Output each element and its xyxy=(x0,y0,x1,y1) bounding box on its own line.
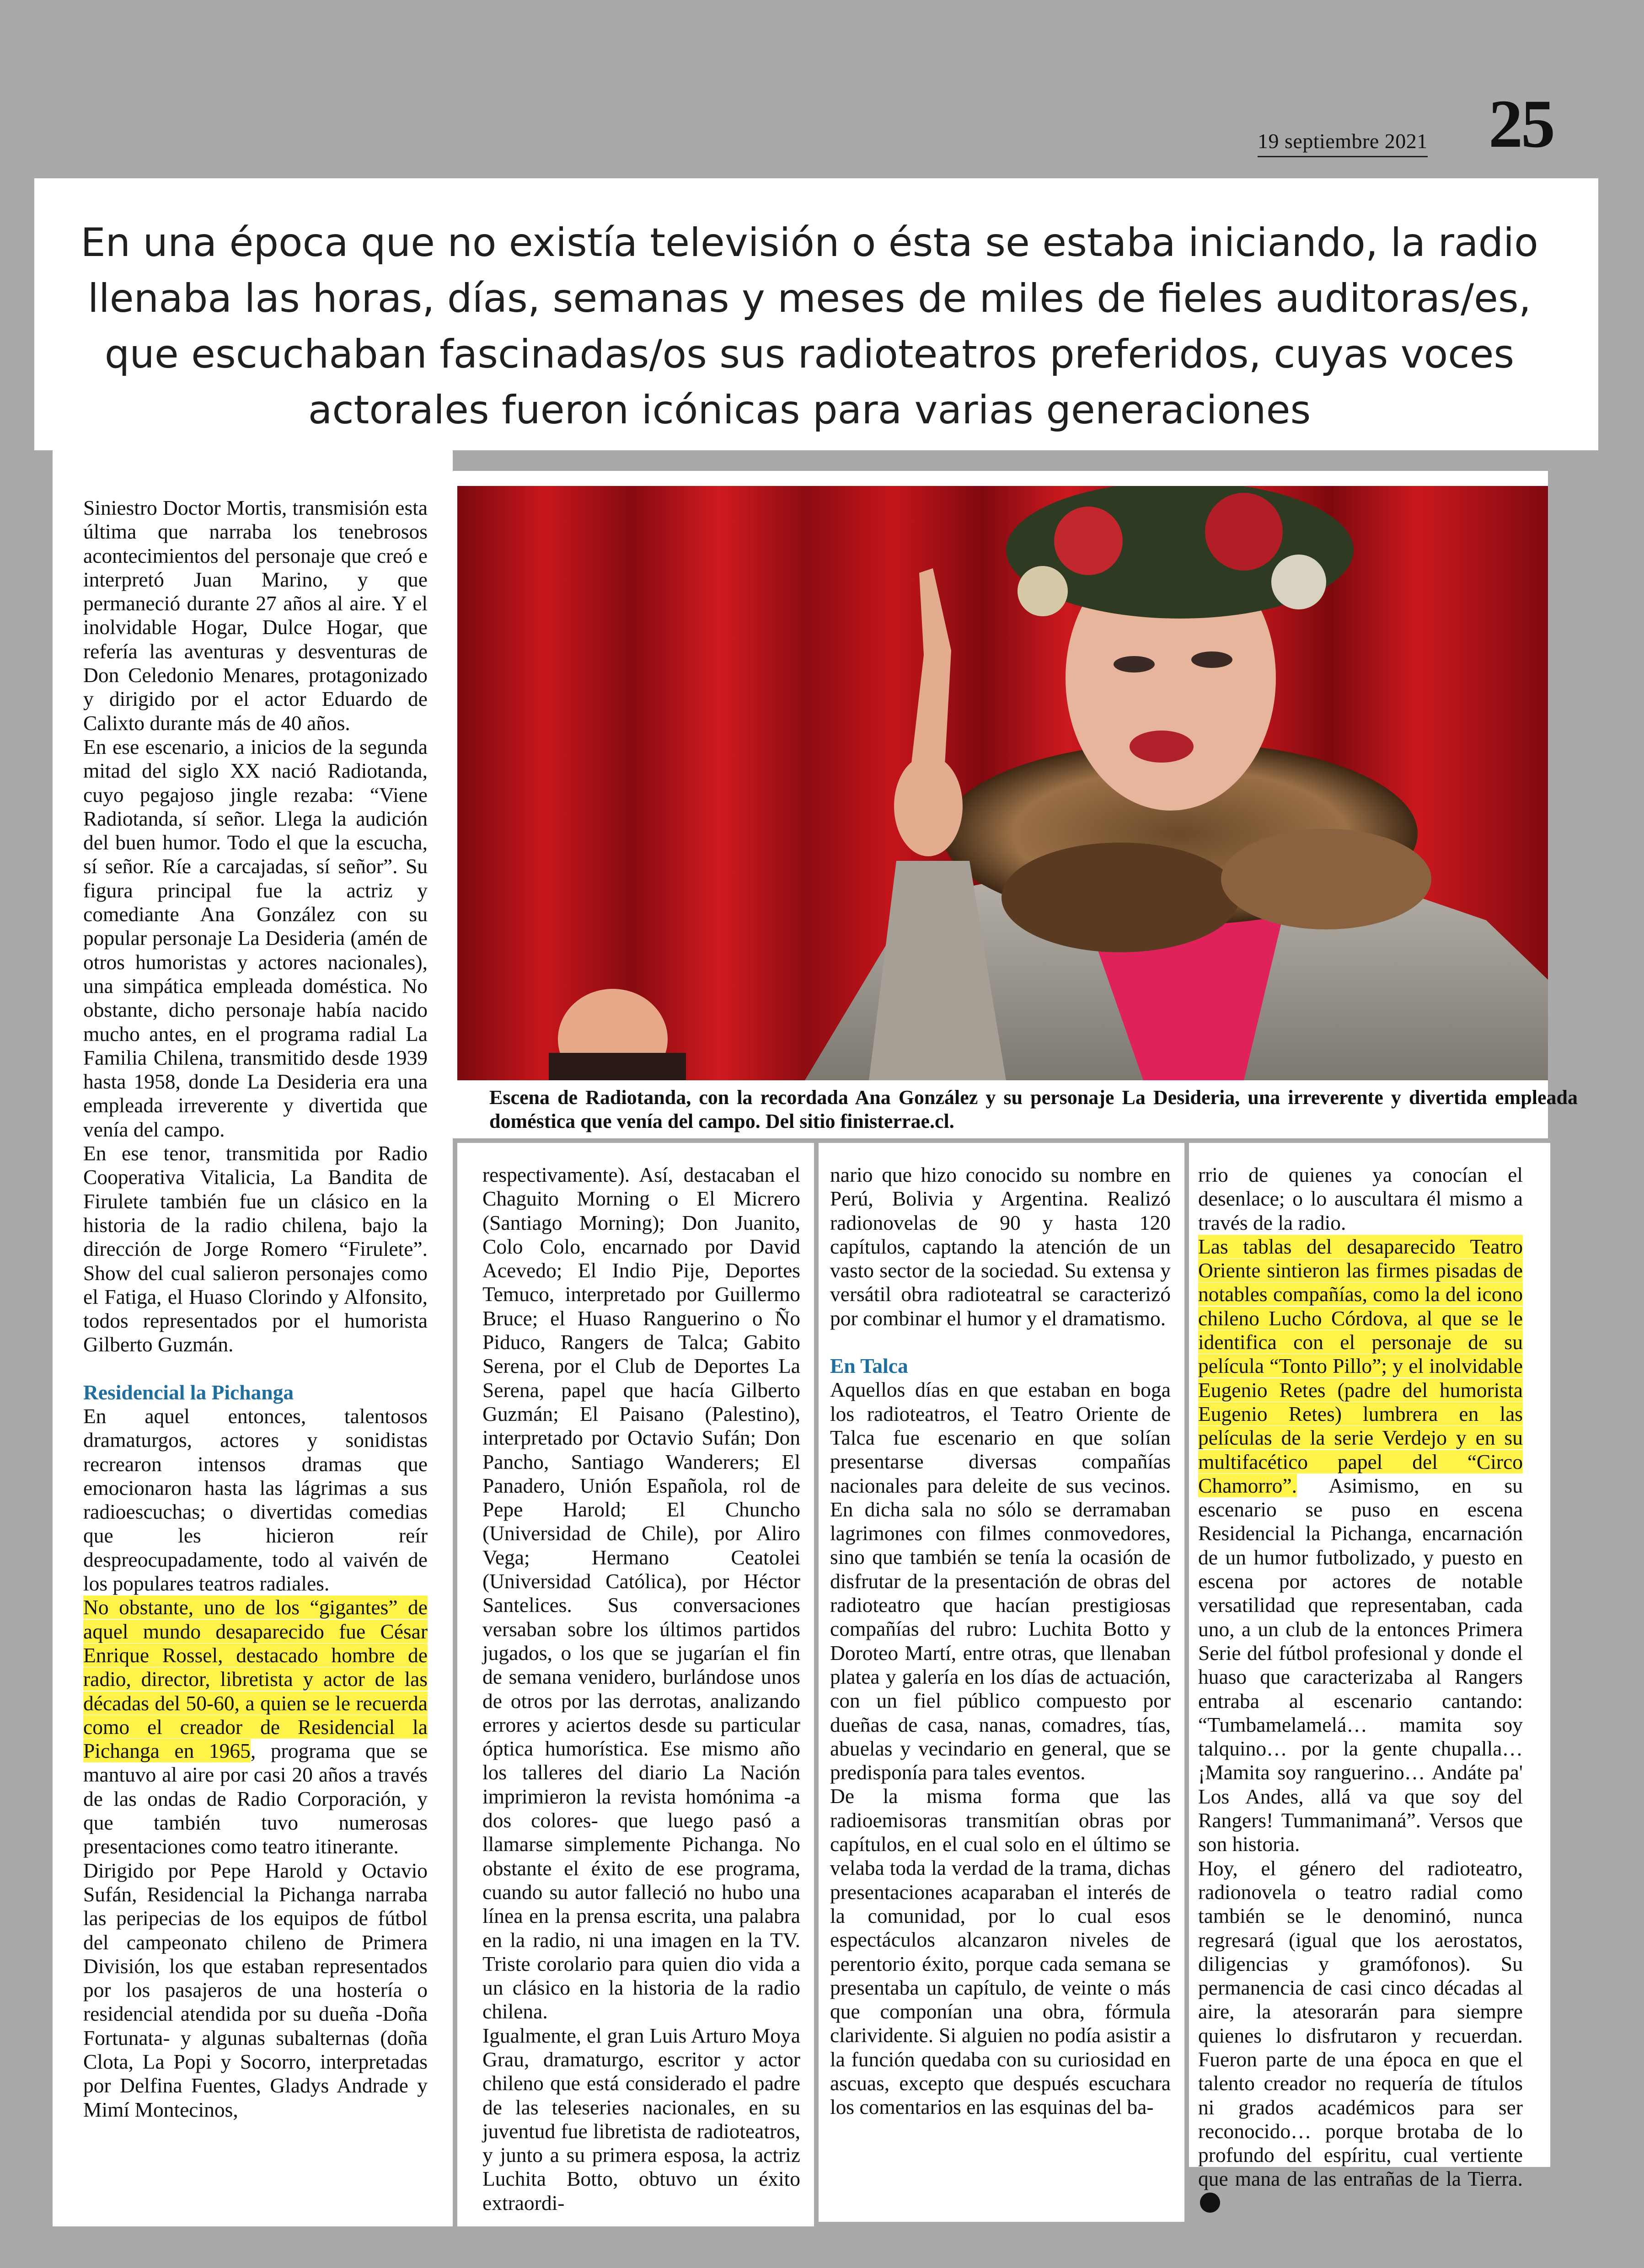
end-mark-icon xyxy=(1200,2193,1220,2213)
paragraph-text: , programa que se mantuvo al aire por casi 20 años a través de las ondas de Radio Corporación, y que también tuvo numerosas presentaciones como teatro itinerante. xyxy=(83,1739,428,1858)
paragraph-text: Hoy, el género del radioteatro, radionovela o teatro radial como también se le denominó, nunca regresará (igual que los aerostatos, diligencias y gramófonos). Su permanencia de casi cinco décadas al aire, la atesorarán para siempre quienes lo disfrutaron y recuerdan. Fueron parte de una época en que el talento creador no requería de títulos ni grados académicos para ser reconocido… porque brotaba de lo profundo del espíritu, cual vertiente que mana de las entrañas de la Tierra. xyxy=(1198,1856,1523,2191)
paragraph xyxy=(1198,1857,1523,2215)
paragraph: Dirigido por Pepe Harold y Octavio Sufán, Residencial la Pichanga narraba las peripecias de los equipos de fútbol del campeonato chileno de Primera División, los que estaban representados por los pasajeros de una hostería o residencial atendida por su dueña -Doña Fortunata- y algunas subalternas (doña Clota, La Popi y Socorro, interpretadas por Delfina Fuentes, Gladys Andrade y Mimí Montecinos, xyxy=(83,1858,428,2121)
paragraph: rrio de quienes ya conocían el desenlace; o lo auscultara él mismo a través de la radio. xyxy=(1198,1163,1523,1234)
photo-caption: Escena de Radiotanda, con la recordada Ana González y su personaje La Desideria, una irreverente y divertida empleada doméstica que venía del campo. Del sitio finisterrae.cl. xyxy=(489,1086,1578,1132)
subheading: Residencial la Pichanga xyxy=(83,1380,294,1404)
paragraph: En ese escenario, a inicios de la segunda mitad del siglo XX nació Radiotanda, cuyo pegajoso jingle rezaba: “Viene Radiotanda, sí señor. Llega la audición del buen humor. Todo el que la escucha, sí señor. Ríe a carcajadas, sí señor”. Su figura principal fue la actriz y comediante Ana González con su popular personaje La Desideria (amén de otros humoristas y actores nacionales), una simpática empleada doméstica. No obstante, dicho personaje había nacido mucho antes, en el programa radial La Familia Chilena, transmitido desde 1939 hasta 1958, donde La Desideria era una empleada irreverente y divertida que venía del campo. xyxy=(83,735,428,1141)
column-1 xyxy=(53,450,453,2226)
subheading: En Talca xyxy=(830,1354,908,1378)
paragraph: nario que hizo conocido su nombre en Perú, Bolivia y Argentina. Realizó radionovelas de 90 y hasta 120 capítulos, captando la atención de un vasto sector de la sociedad. Su extensa y versátil obra radioteatral se caracterizó por combinar el humor y el dramatismo. xyxy=(830,1163,1171,1330)
photo-illustration xyxy=(457,486,1548,1080)
column-2 xyxy=(457,1143,814,2226)
paragraph: respectivamente). Así, destacaban el Chaguito Morning o El Micrero (Santiago Morning); Don Juanito, Colo Colo, encarnado por David Acevedo; El Indio Pije, Deportes Temuco, interpretado por Guillermo Bruce; el Huaso Ranguerino o Ño Piduco, Rangers de Talca; Gabito Serena, por el Club de Deportes La Serena, papel que hacía Gilberto Guzmán; El Paisano (Palestino), interpretado por Octavio Sufán; Don Pancho, Santiago Wanderers; El Panadero, Unión Española, rol de Pepe Harold; El Chuncho (Universidad de Chile), por Aliro Vega; Hermano Ceatolei (Universidad Católica), por Héctor Santelices. Sus conversaciones versaban sobre los últimos partidos jugados, o los que se jugarían el fin de semana venidero, burlándose unos de otros por las derrotas, analizando errores y aciertos desde su particular óptica humorística. Ese mismo año los talleres del diario La Nación imprimieron la revista homónima -a dos colores- que luego pasó a llamarse simplemente Pichanga. No obstante el éxito de ese programa, cuando su autor falleció no hubo una línea en la prensa escrita, una palabra en la radio, ni una imagen en la TV. Triste corolario para quien dio vida a un clásico en la historia de la radio chilena. xyxy=(482,1163,800,2023)
column-4 xyxy=(1189,1143,1550,2191)
paragraph: En aquel entonces, talentosos dramaturgos, actores y sonidistas recrearon intensos dramas que emocionaron hasta las lágrimas a sus radioescuchas; o divertidas comedias que les hicieron reír despreocupadamente, todo al vaivén de los populares teatros radiales. xyxy=(83,1404,428,1596)
paragraph: De la misma forma que las radioemisoras transmitían obras por capítulos, en el cual solo en el último se velaba toda la verdad de la trama, dichas presentaciones acaparaban el interés de la comunidad, por lo cual esos espectáculos alcanzaron niveles de perentorio éxito, porque cada semana se presentaba un capítulo, de veinte o más que componían una obra, fórmula clarividente. Si alguien no podía asistir a la función quedaba con su curiosidad en ascuas, excepto que después escuchara los comentarios en las esquinas del ba- xyxy=(830,1784,1171,2119)
highlighted-text: Las tablas del desaparecido Teatro Oriente sintieron las firmes pisadas de notables compañías, como la del icono chileno Lucho Córdova, al que se le identifica con el personaje de su película “Tonto Pillo”; y el inolvidable Eugenio Retes (padre del humorista Eugenio Retes) lumbrera en las películas de la serie Verdejo y en su multifacético papel del “Circo Chamorro”. xyxy=(1198,1234,1523,1497)
paragraph: En ese tenor, transmitida por Radio Cooperativa Vitalicia, La Bandita de Firulete también fue un clásico en la historia de la radio chilena, bajo la dirección de Jorge Romero “Firulete”. Show del cual salieron personajes como el Fatiga, el Huaso Clorindo y Alfonsito, todos representados por el humorista Gilberto Guzmán. xyxy=(83,1142,428,1356)
issue-date: 19 septiembre 2021 xyxy=(1258,129,1428,157)
page-number: 25 xyxy=(1489,86,1553,162)
paragraph: Siniestro Doctor Mortis, transmisión esta última que narraba los tenebrosos acontecimientos del personaje que creó e interpretó Juan Marino, y que permaneció durante 27 años al aire. Y el inolvidable Hogar, Dulce Hogar, que refería las aventuras y desventuras de Don Celedonio Menares, protagonizado y dirigido por el actor Eduardo de Calixto durante más de 40 años. xyxy=(83,496,428,735)
paragraph: Igualmente, el gran Luis Arturo Moya Grau, dramaturgo, escritor y actor chileno que está considerado el padre de las teleseries nacionales, en su juventud fue libretista de radioteatros, y junto a su primera esposa, la actriz Luchita Botto, obtuvo un éxito extraordi- xyxy=(482,2023,800,2215)
paragraph xyxy=(83,1596,428,1858)
highlighted-text: No obstante, uno de los “gigantes” de aquel mundo desaparecido fue César Enrique Rossel, destacado hombre de radio, director, libretista y actor de las décadas del 50-60, a quien se le recuerda como el creador de Residencial la Pichanga en 1965 xyxy=(83,1596,428,1763)
paragraph xyxy=(1198,1235,1523,1857)
paragraph: Aquellos días en que estaban en boga los radioteatros, el Teatro Oriente de Talca fue escenario en que solían presentarse diversas compañías nacionales para deleite de sus vecinos. En dicha sala no sólo se derramaban lagrimones con filmes conmovedores, sino que también se tenía la ocasión de disfrutar de la presentación de obras del radioteatro que hacían prestigiosas compañías del rubro: Luchita Botto y Doroteo Martí, entre otras, que llenaban platea y galería en los días de actuación, con un fiel público compuesto por dueñas de casa, nanas, comadres, tías, abuelas y vecindario en general, que se predisponía para tales eventos. xyxy=(830,1378,1171,1784)
column-3 xyxy=(819,1143,1184,2222)
paragraph-text: Asimismo, en su escenario se puso en escena Residencial la Pichanga, encarnación de un humor futbolizado, y puesto en escena por actores de notable versatilidad que representaban, cada uno, a un club de la entonces Primera Serie del fútbol profesional y donde el huaso que caracterizaba al Rangers entraba al escenario cantando: “Tumbamelamelá… mamita soy talquino… por la gente chupalla… ¡Mamita soy ranguerino… Andáte pa' Los Andes, allá va que soy del Rangers! Tummanimaná”. Versos que son historia. xyxy=(1198,1473,1523,1856)
headline: En una época que no existía televisión o ésta se estaba iniciando, la radio llenaba las horas, días, semanas y meses de miles de fieles auditoras/es, que escuchaban fascinadas/os sus radioteatros preferidos, cuyas voces actorales fueron icónicas para varias generaciones xyxy=(80,220,1538,433)
article-photo xyxy=(457,486,1548,1080)
